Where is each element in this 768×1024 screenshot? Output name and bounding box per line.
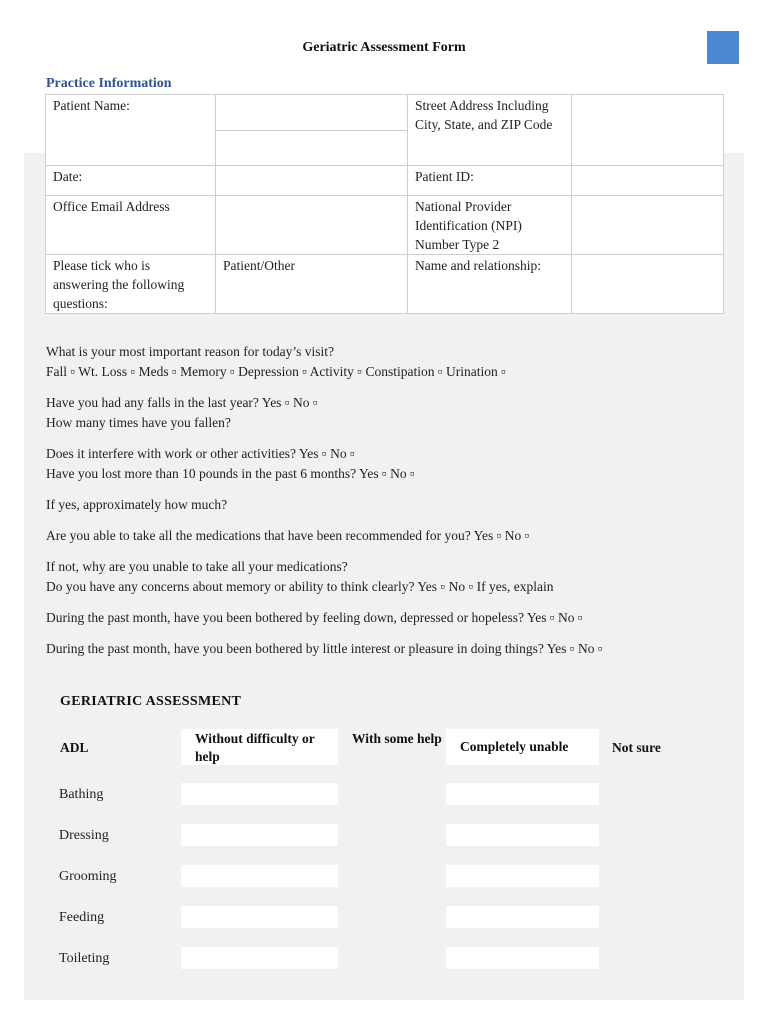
question-text: If yes, approximately how much? [46,497,228,512]
question-options[interactable]: Fall ▫ Wt. Loss ▫ Meds ▫ Memory ▫ Depression ▫ Activity ▫ Constipation ▫ Urination ▫ [46,364,506,379]
question-text[interactable]: Does it interfere with work or other activities? Yes ▫ No ▫ [46,446,355,461]
question-text[interactable]: Have you lost more than 10 pounds in the past 6 months? Yes ▫ No ▫ [46,466,415,481]
patient-name-field-secondary[interactable] [216,131,407,165]
question-visit-reason [46,342,746,382]
practice-information-table [45,94,724,314]
toileting-completely-unable-cell[interactable] [446,947,599,969]
question-text[interactable]: Have you had any falls in the last year? Yes ▫ No ▫ [46,395,318,410]
col-header-without-difficulty: Without difficulty or help [181,729,338,765]
bathing-without-difficulty-cell[interactable] [181,783,338,805]
adl-row-bathing: Bathing [59,787,104,802]
feeding-completely-unable-cell[interactable] [446,906,599,928]
grooming-completely-unable-cell[interactable] [446,865,599,887]
npi-label: National Provider Identification (NPI) Number Type 2 [408,196,572,255]
question-text[interactable]: During the past month, have you been bothered by feeling down, depressed or hopeless? Yes ▫ No ▫ [46,610,583,625]
bathing-completely-unable-cell[interactable] [446,783,599,805]
question-weight-amount [46,495,746,515]
adl-row-dressing: Dressing [59,828,109,843]
patient-name-label: Patient Name: [46,95,216,166]
question-text: What is your most important reason for today’s visit? [46,344,334,359]
office-email-field[interactable] [216,196,408,255]
question-medications [46,526,746,546]
col-header-not-sure: Not sure [612,740,661,755]
geriatric-assessment-heading: GERIATRIC ASSESSMENT [60,694,242,709]
office-email-label: Office Email Address [46,196,216,255]
patient-name-field[interactable] [216,95,407,131]
questionnaire [46,342,746,670]
date-label: Date: [46,166,216,196]
col-header-completely-unable: Completely unable [446,729,599,765]
form-title: Geriatric Assessment Form [302,40,466,55]
col-header-adl: ADL [60,740,89,755]
blue-corner-square [707,31,739,64]
street-address-field[interactable] [572,95,724,166]
question-falls [46,393,746,433]
adl-row-grooming: Grooming [59,869,117,884]
adl-row-feeding: Feeding [59,910,105,925]
street-address-label: Street Address Including City, State, and ZIP Code [408,95,572,166]
practice-information-heading: Practice Information [46,76,172,91]
question-text: How many times have you fallen? [46,415,231,430]
dressing-without-difficulty-cell[interactable] [181,824,338,846]
question-interest [46,639,746,659]
question-interfere-weight [46,444,746,484]
grooming-without-difficulty-cell[interactable] [181,865,338,887]
patient-name-field-group [216,95,408,166]
adl-row-toileting: Toileting [59,951,110,966]
feeding-without-difficulty-cell[interactable] [181,906,338,928]
tick-who-answering-label: Please tick who is answering the following questions: [46,255,216,314]
question-text[interactable]: During the past month, have you been bothered by little interest or pleasure in doing things? Yes ▫ No ▫ [46,641,603,656]
name-relationship-field[interactable] [572,255,724,314]
question-text[interactable]: Are you able to take all the medications that have been recommended for you? Yes ▫ No ▫ [46,528,530,543]
date-field[interactable] [216,166,408,196]
question-text: If not, why are you unable to take all your medications? [46,559,348,574]
question-depressed [46,608,746,628]
name-relationship-label: Name and relationship: [408,255,572,314]
question-medication-memory [46,557,746,597]
col-header-some-help: With some help [352,731,442,746]
npi-field[interactable] [572,196,724,255]
dressing-completely-unable-cell[interactable] [446,824,599,846]
patient-other-option[interactable]: Patient/Other [216,255,408,314]
toileting-without-difficulty-cell[interactable] [181,947,338,969]
patient-id-field[interactable] [572,166,724,196]
question-text[interactable]: Do you have any concerns about memory or ability to think clearly? Yes ▫ No ▫ If yes, explain [46,579,554,594]
patient-id-label: Patient ID: [408,166,572,196]
